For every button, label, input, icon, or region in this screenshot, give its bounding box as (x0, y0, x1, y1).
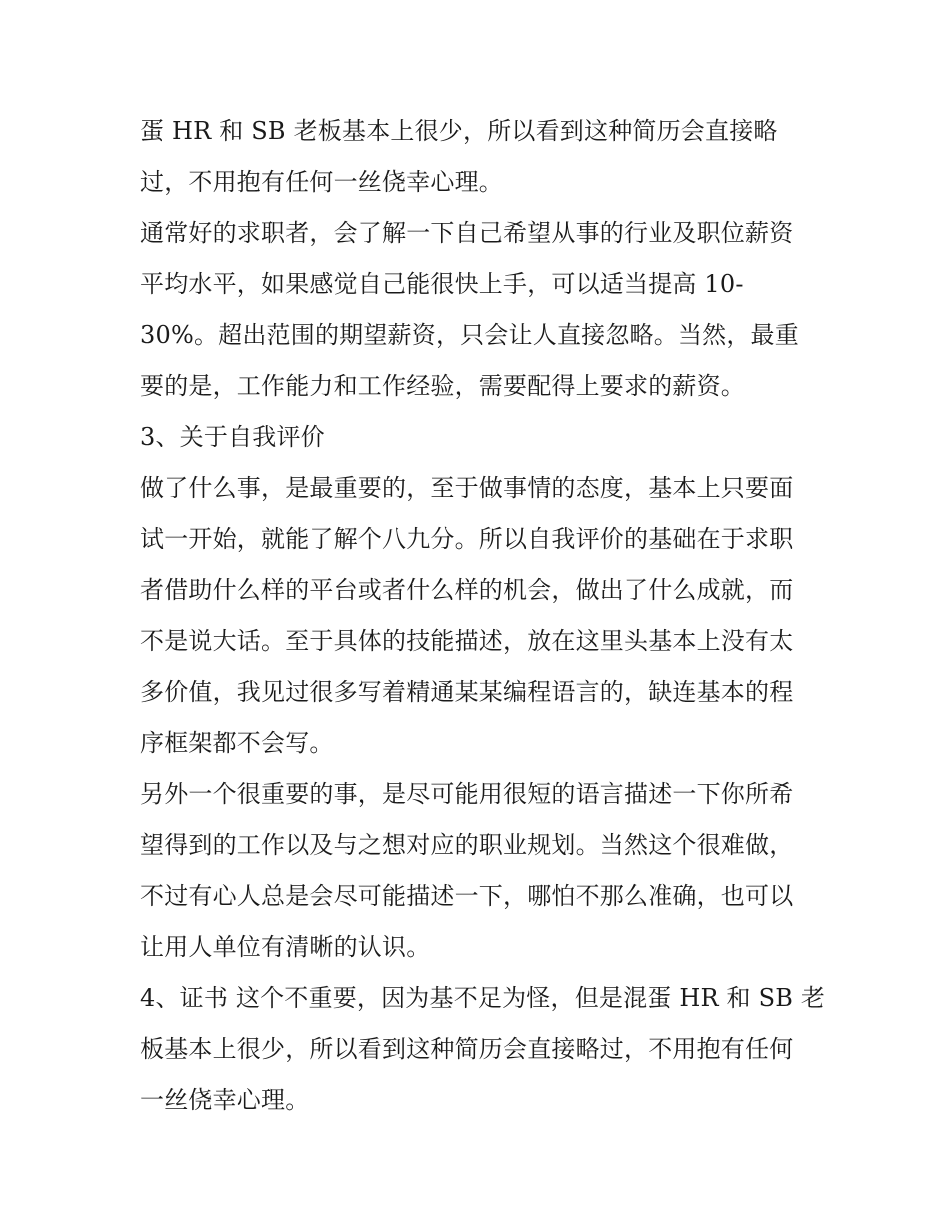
text-line: 一丝侥幸心理。 (140, 1086, 310, 1114)
section-heading: 4、证书 这个不重要，因为基不足为怪，但是混蛋 HR 和 SB 老 (140, 984, 826, 1012)
text-line: 做了什么事，是最重要的，至于做事情的态度，基本上只要面 (140, 474, 794, 502)
text-line: 望得到的工作以及与之想对应的职业规划。当然这个很难做， (140, 831, 794, 859)
text-line: 多价值，我见过很多写着精通某某编程语言的，缺连基本的程 (140, 678, 794, 706)
text-line: 平均水平，如果感觉自己能很快上手，可以适当提高 10- (140, 270, 744, 298)
text-line: 另外一个很重要的事，是尽可能用很短的语言描述一下你所希 (140, 780, 794, 808)
text-line: 通常好的求职者，会了解一下自己希望从事的行业及职位薪资 (140, 219, 794, 247)
text-line: 者借助什么样的平台或者什么样的机会，做出了什么成就，而 (140, 576, 794, 604)
text-line: 蛋 HR 和 SB 老板基本上很少，所以看到这种简历会直接略 (140, 117, 778, 145)
text-line: 序框架都不会写。 (140, 729, 334, 757)
text-line: 让用人单位有清晰的认识。 (140, 933, 431, 961)
text-line: 不是说大话。至于具体的技能描述，放在这里头基本上没有太 (140, 627, 794, 655)
text-line: 不过有心人总是会尽可能描述一下，哪怕不那么准确，也可以 (140, 882, 794, 910)
text-line: 30%。超出范围的期望薪资，只会让人直接忽略。当然，最重 (140, 321, 799, 349)
text-line: 试一开始，就能了解个八九分。所以自我评价的基础在于求职 (140, 525, 794, 553)
text-line: 要的是，工作能力和工作经验，需要配得上要求的薪资。 (140, 372, 745, 400)
text-line: 过，不用抱有任何一丝侥幸心理。 (140, 168, 503, 196)
document-body (140, 106, 826, 1126)
text-line: 板基本上很少，所以看到这种简历会直接略过，不用抱有任何 (140, 1035, 794, 1063)
section-heading: 3、关于自我评价 (140, 423, 325, 451)
